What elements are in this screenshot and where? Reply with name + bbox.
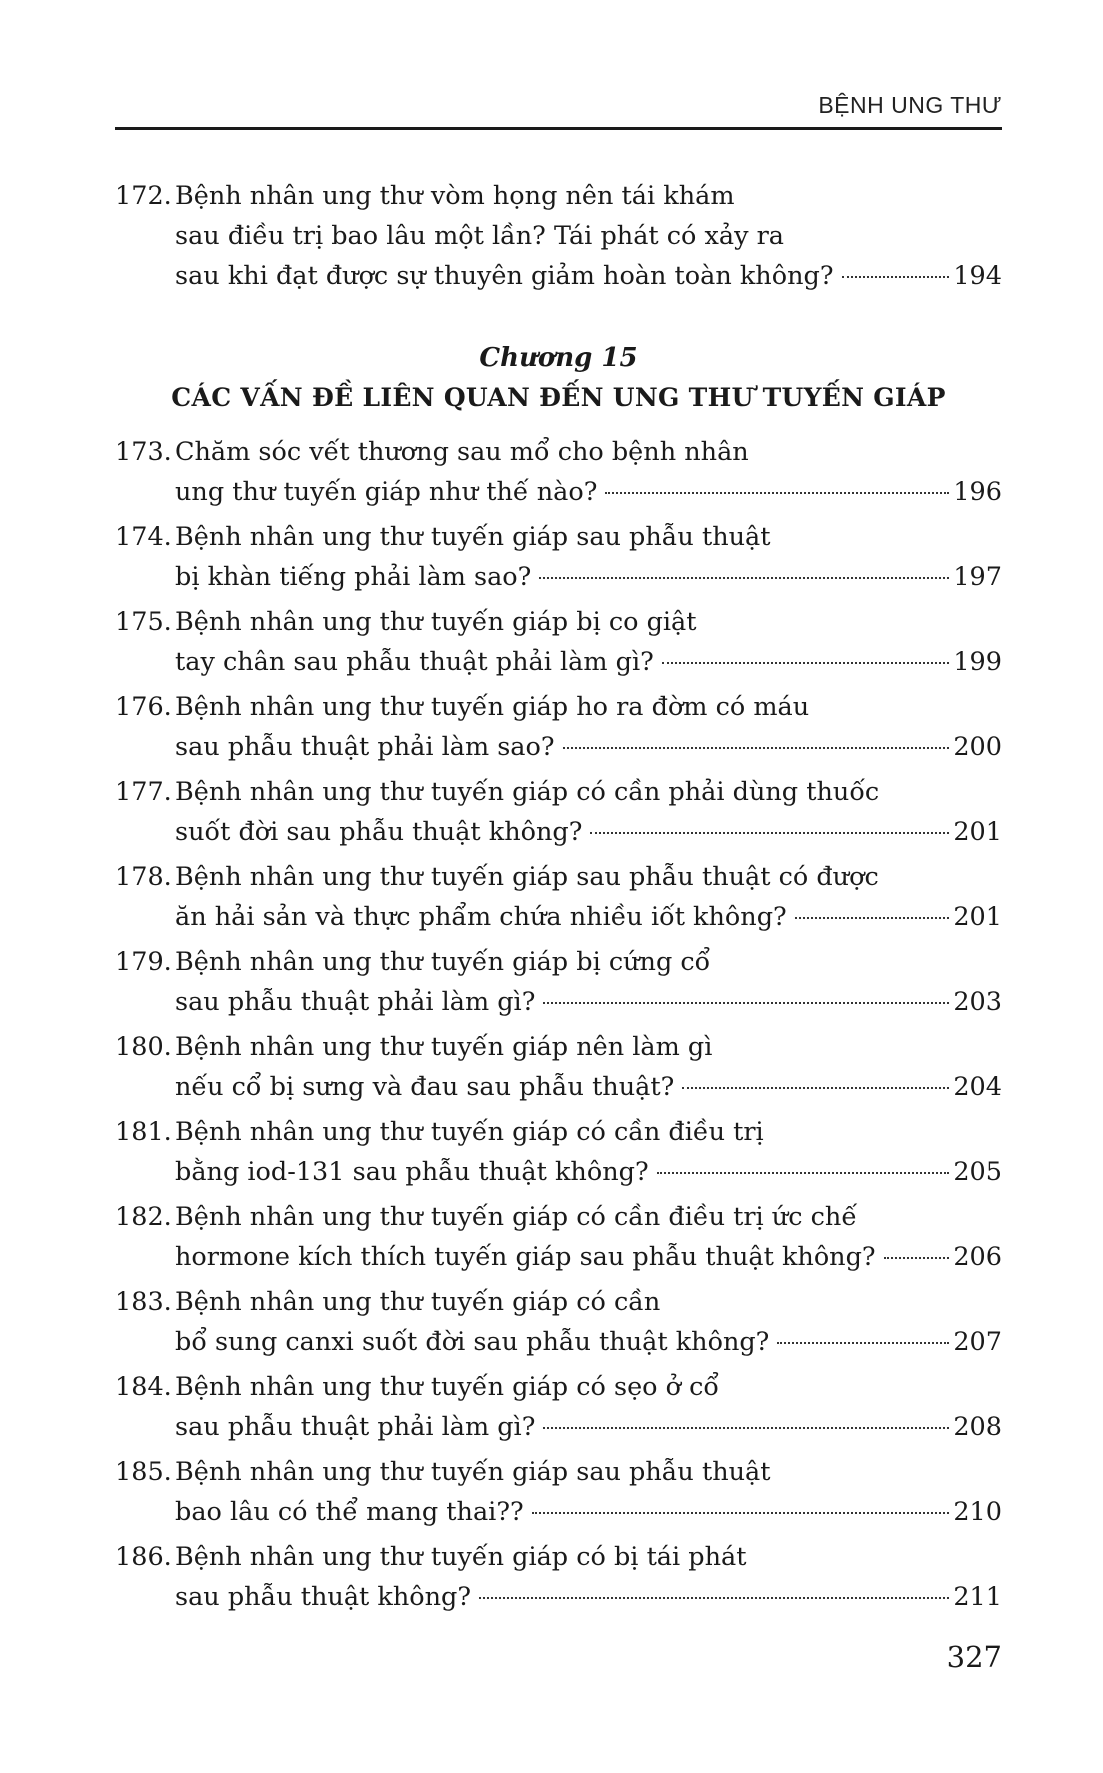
toc-entry-line: sau điều trị bao lâu một lần? Tái phát có xảy ra (175, 221, 784, 251)
dot-leader (590, 832, 949, 834)
toc-entry[interactable] (115, 432, 1002, 512)
toc-entry-number: 181. (115, 1117, 172, 1147)
toc-entry-line: bao lâu có thể mang thai?? (175, 1497, 524, 1527)
dot-leader (682, 1087, 949, 1089)
toc-entry[interactable] (115, 1282, 1002, 1362)
toc-entry-line: sau phẫu thuật phải làm gì? (175, 1412, 536, 1442)
toc-entry-line: Bệnh nhân ung thư tuyến giáp có cần điều trị ức chế (175, 1202, 858, 1232)
toc-entry-number: 185. (115, 1457, 172, 1487)
toc-entry-line: Bệnh nhân ung thư tuyến giáp sau phẫu thuật (175, 1457, 771, 1487)
toc-entry-line: Bệnh nhân ung thư tuyến giáp bị cứng cổ (175, 947, 711, 977)
toc-entry-line: Bệnh nhân ung thư tuyến giáp có cần điều trị (175, 1117, 764, 1147)
toc-entry-list (115, 432, 1002, 1617)
chapter-label: Chương 15 (479, 343, 638, 373)
chapter-title: CÁC VẤN ĐỀ LIÊN QUAN ĐẾN UNG THƯ TUYẾN GIÁP (171, 383, 946, 412)
toc-entry-line: ăn hải sản và thực phẩm chứa nhiều iốt không? (175, 902, 787, 932)
toc-entry-line: tay chân sau phẫu thuật phải làm gì? (175, 647, 654, 677)
toc-entry-line: Bệnh nhân ung thư vòm họng nên tái khám (175, 181, 735, 211)
toc-entry-number: 182. (115, 1202, 172, 1232)
chapter-heading (115, 338, 1002, 418)
toc-entry[interactable] (115, 1452, 1002, 1532)
toc-entry-line: bổ sung canxi suốt đời sau phẫu thuật không? (175, 1327, 770, 1357)
dot-leader (563, 747, 950, 749)
toc-entry[interactable] (115, 1197, 1002, 1277)
toc-entry[interactable] (115, 857, 1002, 937)
toc-entry-page: 199 (953, 647, 1002, 677)
toc-entry-page: 204 (953, 1072, 1002, 1102)
toc-entry[interactable] (115, 1112, 1002, 1192)
toc-entry-number: 174. (115, 522, 172, 552)
toc-entry-number: 172. (115, 181, 172, 211)
dot-leader (605, 492, 949, 494)
dot-leader (795, 917, 950, 919)
toc-entry-page: 210 (953, 1497, 1002, 1527)
toc-entry-line: Bệnh nhân ung thư tuyến giáp có cần phải dùng thuốc (175, 777, 880, 807)
running-header: BỆNH UNG THƯ (818, 92, 1002, 118)
toc-entry-page: 196 (953, 477, 1002, 507)
toc-entry-line: nếu cổ bị sưng và đau sau phẫu thuật? (175, 1072, 675, 1102)
toc-entry-page: 203 (953, 987, 1002, 1017)
toc-entry-line: Bệnh nhân ung thư tuyến giáp sau phẫu thuật có được (175, 862, 879, 892)
toc-entry[interactable] (115, 942, 1002, 1022)
toc-entry-line: suốt đời sau phẫu thuật không? (175, 817, 583, 847)
page-number: 327 (946, 1640, 1002, 1674)
toc-entry-number: 177. (115, 777, 172, 807)
toc-entry[interactable] (115, 772, 1002, 852)
toc-entry-page: 194 (953, 261, 1002, 291)
toc-entry-number: 176. (115, 692, 172, 722)
toc-entry-line: Bệnh nhân ung thư tuyến giáp ho ra đờm có máu (175, 692, 810, 722)
dot-leader (842, 276, 950, 278)
dot-leader (777, 1342, 949, 1344)
toc-entry-line: bị khàn tiếng phải làm sao? (175, 562, 532, 592)
toc-entry-number: 175. (115, 607, 172, 637)
toc-entry-line: ung thư tuyến giáp như thế nào? (175, 477, 598, 507)
toc-entry-page: 206 (953, 1242, 1002, 1272)
toc-entry-page: 208 (953, 1412, 1002, 1442)
toc-entry-page: 201 (953, 902, 1002, 932)
toc-entry-line: Bệnh nhân ung thư tuyến giáp sau phẫu thuật (175, 522, 771, 552)
toc-entry-number: 183. (115, 1287, 172, 1317)
toc-entry-line: Chăm sóc vết thương sau mổ cho bệnh nhân (175, 437, 749, 467)
toc-entry[interactable] (115, 1537, 1002, 1617)
toc-entry-line: Bệnh nhân ung thư tuyến giáp có cần (175, 1287, 661, 1317)
toc-entry-number: 184. (115, 1372, 172, 1402)
dot-leader (539, 577, 949, 579)
toc-entry-page: 201 (953, 817, 1002, 847)
toc-entry-number: 173. (115, 437, 172, 467)
toc-entry-line: sau phẫu thuật không? (175, 1582, 472, 1612)
toc-entry-number: 180. (115, 1032, 172, 1062)
toc-entry-page: 197 (953, 562, 1002, 592)
table-of-contents (115, 176, 1002, 1622)
dot-leader (884, 1257, 950, 1259)
toc-entry-page: 200 (953, 732, 1002, 762)
toc-entry-page: 207 (953, 1327, 1002, 1357)
toc-entry-number: 179. (115, 947, 172, 977)
toc-entry-line: sau khi đạt được sự thuyên giảm hoàn toàn không? (175, 261, 834, 291)
toc-entry-line: sau phẫu thuật phải làm sao? (175, 732, 555, 762)
toc-entry-page: 211 (953, 1582, 1002, 1612)
dot-leader (479, 1597, 949, 1599)
toc-entry-line: sau phẫu thuật phải làm gì? (175, 987, 536, 1017)
toc-entry-line: bằng iod-131 sau phẫu thuật không? (175, 1157, 649, 1187)
dot-leader (532, 1512, 950, 1514)
dot-leader (543, 1427, 949, 1429)
toc-entry-number: 178. (115, 862, 172, 892)
toc-entry[interactable] (115, 1367, 1002, 1447)
toc-entry-number: 186. (115, 1542, 172, 1572)
toc-entry-line: Bệnh nhân ung thư tuyến giáp nên làm gì (175, 1032, 713, 1062)
toc-entry-line: Bệnh nhân ung thư tuyến giáp bị co giật (175, 607, 697, 637)
toc-entry-line: Bệnh nhân ung thư tuyến giáp có sẹo ở cổ (175, 1372, 719, 1402)
dot-leader (657, 1172, 950, 1174)
toc-entry-page: 205 (953, 1157, 1002, 1187)
toc-entry[interactable] (115, 1027, 1002, 1107)
toc-entry-172[interactable] (115, 176, 1002, 296)
header-rule (115, 127, 1002, 130)
dot-leader (662, 662, 950, 664)
toc-entry[interactable] (115, 687, 1002, 767)
toc-entry-line: hormone kích thích tuyến giáp sau phẫu thuật không? (175, 1242, 876, 1272)
toc-entry[interactable] (115, 602, 1002, 682)
dot-leader (543, 1002, 949, 1004)
toc-entry[interactable] (115, 517, 1002, 597)
toc-entry-line: Bệnh nhân ung thư tuyến giáp có bị tái phát (175, 1542, 747, 1572)
